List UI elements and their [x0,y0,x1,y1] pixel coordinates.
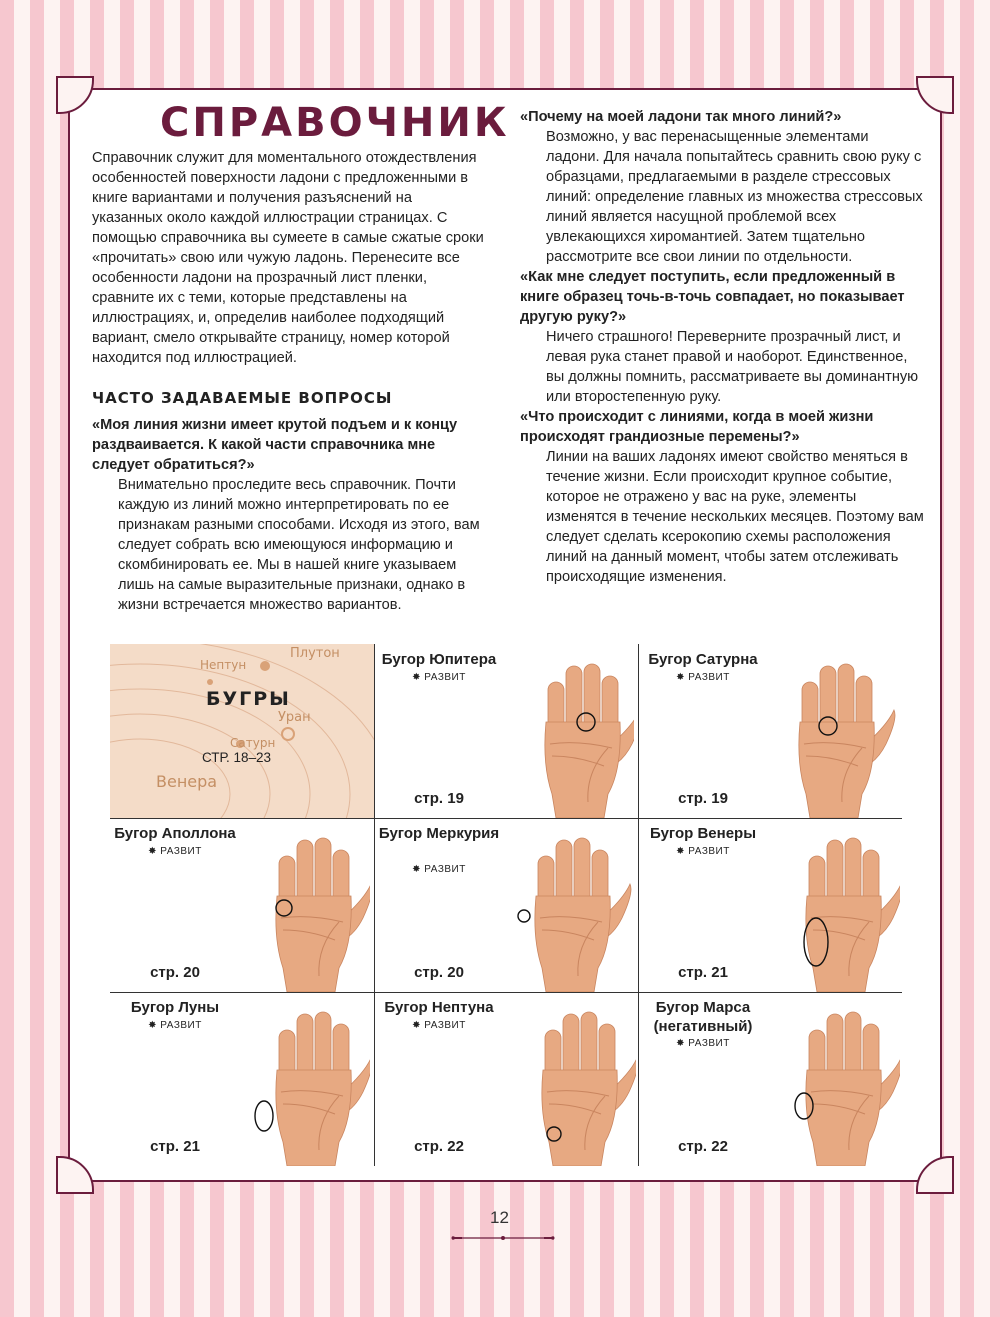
page-number: 12 [490,1208,509,1227]
hand-card-page: стр. 21 [150,1138,200,1155]
planet-label: Сатурн [230,736,276,750]
hand-card-title: Бугор Аполлона [114,825,236,842]
planet-label: Венера [156,772,218,791]
hand-card-venus [638,818,902,992]
hand-card-mercury [374,818,638,992]
hand-card-status: ✸ РАЗВИТ [676,1038,730,1049]
hand-card-page: стр. 22 [678,1138,728,1155]
planet-label: Нептун [200,658,247,672]
mounts-overview-panel [110,644,374,818]
faq-question: «Как мне следует поступить, если предложенный в книге образец точь-в-точь совпадает, но показывает другую руку?» [520,269,905,325]
mounts-panel-title: БУГРЫ [206,688,291,710]
grid-divider [110,992,902,993]
hand-card-status: ✸ РАЗВИТ [412,864,466,875]
faq-question: «Что происходит с линиями, когда в моей жизни происходят грандиозные перемены?» [520,409,874,445]
right-column [520,107,925,587]
mounts-panel-pages: СТР. 18–23 [202,750,272,765]
hand-illustration [506,992,636,1166]
hand-card-page: стр. 21 [678,964,728,981]
hand-card-moon [110,992,374,1166]
hand-illustration [494,818,634,992]
ornament-divider [448,1228,558,1248]
planet-label: Уран [278,710,311,725]
hand-card-page: стр. 19 [678,790,728,807]
hand-card-title: Бугор Юпитера [381,651,497,668]
hand-illustration [770,818,900,992]
hand-illustration [758,644,898,818]
hand-illustration [240,818,370,992]
page-title: СПРАВОЧНИК [160,100,510,146]
hand-card-title: Бугор Луны [130,999,220,1016]
hand-card-title: Бугор Меркурия [378,825,500,842]
hand-card-status: ✸ РАЗВИТ [412,1020,466,1031]
hand-card-neptune [374,992,638,1166]
planet-label: Плутон [290,646,340,661]
hand-card-page: стр. 20 [150,964,200,981]
intro-paragraph: Справочник служит для моментального отождествления особенностей поверхности ладони с предложенными в книге вариантами и получения разъяснений на указанных около каждой иллюстрации страницах. С помощью справочника вы сумеете в самые сжатые сроки «прочитать» свою или чужую ладонь. Перенесите все особенности ладони на прозрачный лист пленки, сравните их с теми, которые представлены на иллюстрациях, и, определив наиболее подходящий вариант, смело открывайте страницу, номер которой находится под иллюстрацией. [92,150,484,366]
hand-card-page: стр. 19 [414,790,464,807]
hand-card-title: Бугор Венеры [649,825,757,842]
mounts-reference-grid [110,644,902,1166]
frame-corner [56,1156,94,1194]
hand-card-apollo [110,818,374,992]
hand-card-status: ✸ РАЗВИТ [412,672,466,683]
faq-question: «Почему на моей ладони так много линий?» [520,109,842,125]
hand-card-page: стр. 22 [414,1138,464,1155]
hand-card-title: Бугор Сатурна [648,651,758,668]
hand-card-status: ✸ РАЗВИТ [676,672,730,683]
hand-card-page: стр. 20 [414,964,464,981]
hand-illustration [514,644,634,818]
frame-corner [916,1156,954,1194]
faq-question: «Моя линия жизни имеет крутой подъем и к концу раздваивается. К какой части справочника мне следует обратиться?» [92,417,458,473]
hand-card-mars-negative [638,992,902,1166]
hand-card-status: ✸ РАЗВИТ [676,846,730,857]
hand-illustration [240,992,370,1166]
left-column [92,148,484,615]
frame-corner [56,76,94,114]
faq-answer: Линии на ваших ладонях имеют свойство меняться в течение жизни. Если происходит крупное событие, которое не отражено у вас на руке, элементы изменятся в течение нескольких месяцев. Поэтому вам следует сделать ксерокопию схемы расположения линий на данный момент, чтобы затем отслеживать происходящие изменения. [546,449,924,585]
grid-divider [638,644,639,1166]
faq-answer: Возможно, у вас перенасыщенные элементами ладони. Для начала попытайтесь сравнить свою руку с образцами, предлагаемыми в разделе стрессовых линий: определение главных из множества стрессовых линий является насущной проблемой всех увлекающихся хиромантией. Затем тщательно рассмотрите все свои линии по отдельности. [546,129,923,265]
hand-card-saturn [638,644,902,818]
grid-divider [374,644,375,1166]
hand-card-status: ✸ РАЗВИТ [148,846,202,857]
hand-illustration [770,992,900,1166]
faq-heading: ЧАСТО ЗАДАВАЕМЫЕ ВОПРОСЫ [92,389,393,407]
hand-card-title: Бугор Нептуна [384,999,494,1016]
grid-divider [110,818,902,819]
hand-card-jupiter [374,644,638,818]
faq-answer: Внимательно проследите весь справочник. Почти каждую из линий можно интерпретировать по ее признакам разными способами. Исходя из этого, вам следует собрать всю имеющуюся информацию и скомбинировать ее. Мы в нашей книге указываем лишь на самые выразительные признаки, однако в жизни встречается множество вариантов. [118,477,480,613]
faq-answer: Ничего страшного! Переверните прозрачный лист, и левая рука станет правой и наоборот. Единственное, вы должны помнить, рассматриваете вы доминантную или второстепенную руку. [546,329,919,405]
hand-card-status: ✸ РАЗВИТ [148,1020,202,1031]
hand-card-title: Бугор Марса (негативный) [653,999,753,1035]
